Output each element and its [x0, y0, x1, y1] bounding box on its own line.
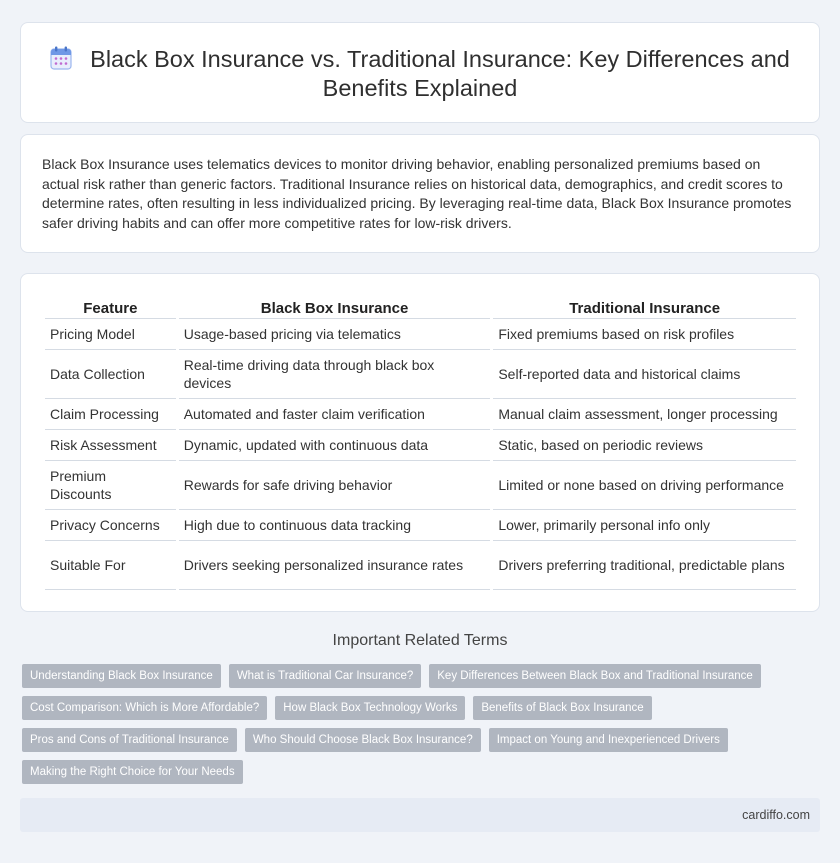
feature-cell: Premium Discounts: [45, 461, 176, 510]
related-term-tag[interactable]: What is Traditional Car Insurance?: [229, 664, 421, 688]
related-term-tag[interactable]: Who Should Choose Black Box Insurance?: [245, 728, 481, 752]
traditional-cell: Manual claim assessment, longer processing: [493, 399, 796, 430]
related-term-tag[interactable]: Understanding Black Box Insurance: [22, 664, 221, 688]
table-row: [45, 510, 796, 541]
black-box-cell: Dynamic, updated with continuous data: [179, 430, 491, 461]
feature-cell: Privacy Concerns: [45, 510, 176, 541]
table-row: [45, 461, 796, 510]
related-terms-tags: [22, 664, 812, 784]
table-row: [45, 541, 796, 590]
title-wrap: [21, 45, 819, 103]
related-term-tag[interactable]: Pros and Cons of Traditional Insurance: [22, 728, 237, 752]
traditional-cell: Fixed premiums based on risk profiles: [493, 319, 796, 350]
header-traditional: Traditional Insurance: [493, 299, 796, 319]
black-box-cell: Automated and faster claim verification: [179, 399, 491, 430]
footer: [20, 798, 820, 832]
traditional-cell: Lower, primarily personal info only: [493, 510, 796, 541]
feature-cell: Data Collection: [45, 350, 176, 399]
feature-cell: Risk Assessment: [45, 430, 176, 461]
intro-card: [20, 134, 820, 253]
related-term-tag[interactable]: How Black Box Technology Works: [275, 696, 465, 720]
black-box-cell: Rewards for safe driving behavior: [179, 461, 491, 510]
traditional-cell: Static, based on periodic reviews: [493, 430, 796, 461]
black-box-cell: Usage-based pricing via telematics: [179, 319, 491, 350]
related-term-tag[interactable]: Key Differences Between Black Box and Traditional Insurance: [429, 664, 761, 688]
black-box-cell: High due to continuous data tracking: [179, 510, 491, 541]
comparison-table: [42, 299, 799, 590]
feature-cell: Suitable For: [45, 541, 176, 590]
traditional-cell: Self-reported data and historical claims: [493, 350, 796, 399]
related-term-tag[interactable]: Making the Right Choice for Your Needs: [22, 760, 243, 784]
table-row: [45, 350, 796, 399]
comparison-card: [20, 273, 820, 612]
table-row: [45, 319, 796, 350]
footer-brand[interactable]: cardiffo.com: [742, 808, 810, 822]
related-terms-heading: Important Related Terms: [332, 632, 508, 649]
calendar-icon: [50, 46, 72, 70]
traditional-cell: Drivers preferring traditional, predictable plans: [493, 541, 796, 590]
table-row: [45, 399, 796, 430]
black-box-cell: Drivers seeking personalized insurance rates: [179, 541, 491, 590]
feature-cell: Pricing Model: [45, 319, 176, 350]
related-term-tag[interactable]: Impact on Young and Inexperienced Drivers: [489, 728, 728, 752]
feature-cell: Claim Processing: [45, 399, 176, 430]
intro-paragraph: Black Box Insurance uses telematics devices to monitor driving behavior, enabling personalized premiums based on actual risk rather than generic factors. Traditional Insurance relies on historical data, demographics, and credit scores to determine rates, often resulting in less individualized pricing. By leveraging real-time data, Black Box Insurance promotes safer driving habits and can offer more competitive rates for low-risk drivers.: [42, 156, 792, 231]
table-header-row: [45, 299, 796, 319]
related-term-tag[interactable]: Benefits of Black Box Insurance: [473, 696, 651, 720]
related-term-tag[interactable]: Cost Comparison: Which is More Affordable?: [22, 696, 267, 720]
traditional-cell: Limited or none based on driving performance: [493, 461, 796, 510]
title-card: [20, 22, 820, 123]
header-feature: Feature: [45, 299, 176, 319]
black-box-cell: Real-time driving data through black box devices: [179, 350, 491, 399]
page-title: Black Box Insurance vs. Traditional Insurance: Key Differences and Benefits Explained: [90, 46, 790, 101]
table-row: [45, 430, 796, 461]
header-black-box: Black Box Insurance: [179, 299, 491, 319]
